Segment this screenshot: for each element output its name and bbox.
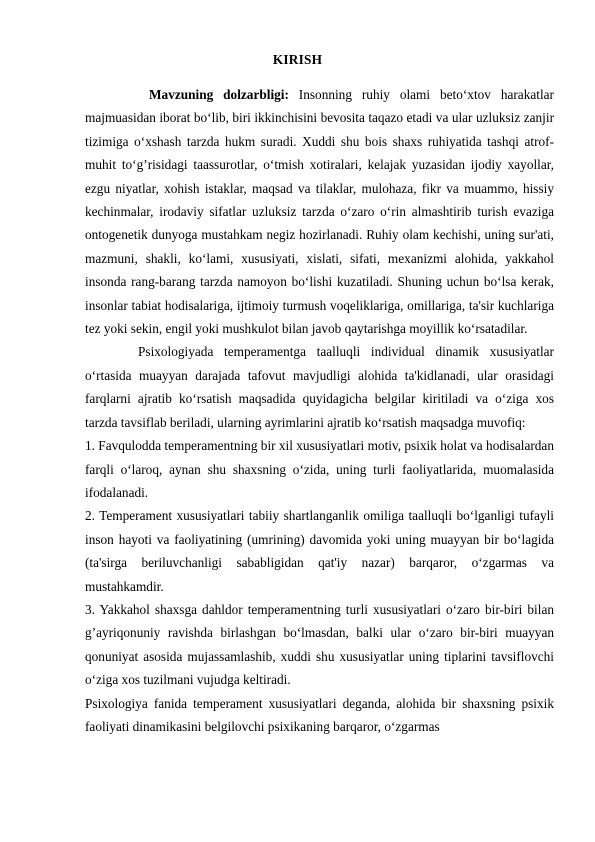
list-item: 3. Yakkahol shaxsga dahldor temperamentning turli xususiyatlari o‘zaro bir-biri bilan g’ayriqonuniy ravishda birlashgan bo‘lmasdan, balki ular o‘zaro bir-biri muayyan qonuniyat asosida mujassamlashib, xuddi shu xususiyatlar uning tiplarini tavsiflovchi o‘ziga xos tuzilmani vujudga keltiradi. <box>85 601 554 688</box>
paragraph-relevance <box>85 83 554 340</box>
list-item: 2. Temperament xususiyatlari tabiiy shartlanganlik omiliga taalluqli bo‘lganligi tufayli inson hayoti va faoliyatining (umrining) davomida yoki uning muayyan bir bo‘lagida (ta'sirga beriluvchanligi sababligidan qat'iy nazar) barqaror, o‘zgarmas va mustahkamdir. <box>85 508 554 594</box>
relevance-text: Insonning ruhiy olami beto‘xtov harakatlar majmuasidan iborat bo‘lib, biri ikkinchisini bevosita taqazo etadi va ular uzluksiz zanjir tizimiga o‘xshash tarzda hukm suradi. Xuddi shu bois shaxs ruhiyatida tashqi atrof-muhit to‘g’risidagi taassurotlar, o‘tmish xotiralari, kelajak yuzasidan ijodiy xayollar, ezgu niyatlar, xohish istaklar, maqsad va tilaklar, mulohaza, fikr va muammo, hissiy kechinmalar, irodaviy sifatlar uzluksiz tarzda o‘zaro o‘rin almashtirib turish evaziga ontogenetik dunyoga mustahkam negiz hozirlanadi. Ruhiy olam kechishi, uning sur'ati, mazmuni, shakli, ko‘lami, xususiyati, xislati, sifati, mexanizmi alohida, yakkahol insonda rang-barang tarzda namoyon bo‘lishi kuzatiladi. Shuning uchun bo‘lsa kerak, insonlar tabiat hodisalariga, ijtimoiy turmush voqeliklariga, omillariga, ta'sir kuchlariga tez yoki sekin, engil yoki mushkulot bilan javob qaytarishga moyillik ko‘rsatadilar. <box>85 87 554 337</box>
page-title: KIRISH <box>272 52 323 67</box>
document-body <box>85 83 554 738</box>
paragraph-temperament-intro: Psixologiyada temperamentga taalluqli individual dinamik xususiyatlar o‘rtasida muayyan darajada tafovut mavjudligi alohida ta'kidlanadi, ular orasidagi farqlarni ajratib ko‘rsatish maqsadida quyidagicha belgilar kiritiladi va o‘ziga xos tarzda tavsiflab beriladi, ularning ayrimlarini ajratib ko‘rsatish maqsadga muvofiq: <box>85 344 554 430</box>
relevance-lead: Mavzuning dolzarbligi: <box>149 87 289 102</box>
list-item: 1. Favqulodda temperamentning bir xil xususiyatlari motiv, psixik holat va hodisalardan farqli o‘laroq, aynan shu shaxsning o‘zida, uning turli faoliyatlarida, muomalasida ifodalanadi. <box>85 438 554 500</box>
paragraph-temperament-definition: Psixologiya fanida temperament xususiyatlari deganda, alohida bir shaxsning psixik faoliyati dinamikasini belgilovchi psixikaning barqaror, o‘zgarmas <box>85 695 554 734</box>
